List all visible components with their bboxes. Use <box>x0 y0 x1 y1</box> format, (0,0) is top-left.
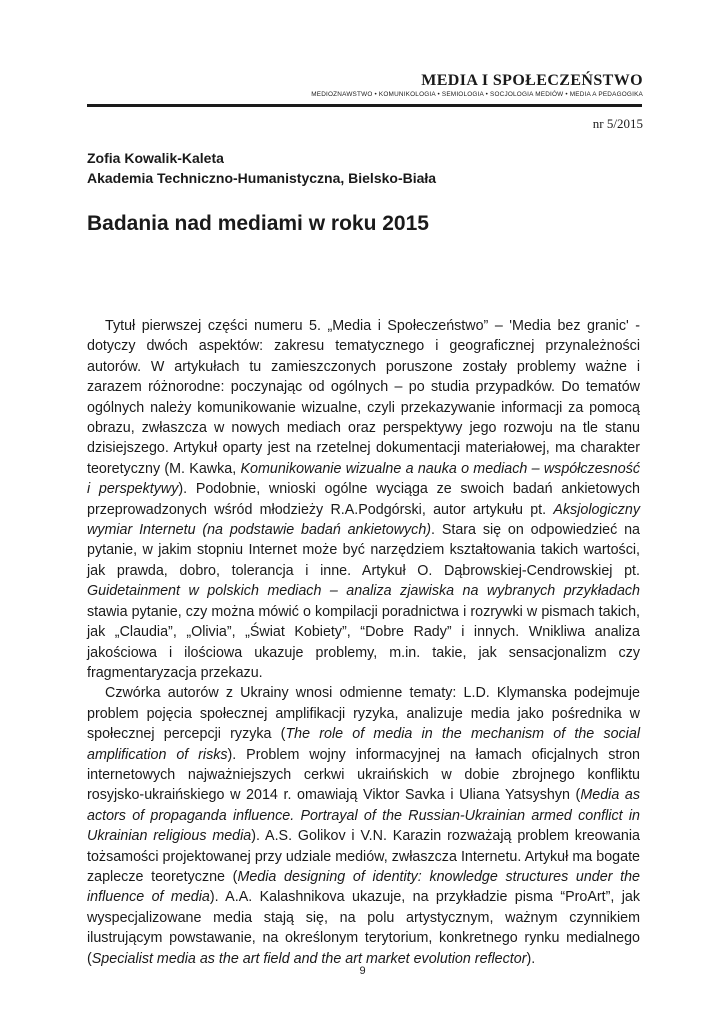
author-name: Zofia Kowalik-Kaleta <box>87 150 224 166</box>
author-affiliation: Akademia Techniczno-Humanistyczna, Bielsko-Biała <box>87 170 437 186</box>
cited-title: Aksjologiczny wymiar Internetu (na podstawie badań ankietowych) <box>87 501 640 539</box>
body-paragraph <box>87 683 640 969</box>
journal-header <box>228 72 643 99</box>
text-run: Tytuł pierwszej części numeru 5. „Media i Społeczeństwo” – 'Media bez granic' - dotyczy dwóch aspektów: zakresu tematycznego i geograficznej przynależności autorów. W artykułach tu zamieszczonych poruszone zostały problemy ważne i zarazem różnorodne: poczynając od ogólnych – po studia przypadków. Do tematów ogólnych należy komunikowanie wizualne, czyli przekazywanie informacji za pomocą obrazu, zwłaszcza w nowych mediach oraz perspektywy jego rozwoju na tle stanu dzisiejszego. Artykuł oparty jest na rzetelnej dokumentacji materiałowej, ma charakter teoretyczny (M. Kawka, <box>87 318 640 477</box>
page-number: 9 <box>359 965 366 977</box>
text-run: . Stara się on odpowiedzieć na pytanie, w jakim stopniu Internet może być narzędziem kształtowania takich wartości, jak prawda, dobro, tolerancja i inne. Artykuł O. Dąbrowskiej-Cendrowskiej pt. <box>87 522 640 579</box>
body-paragraph <box>87 316 640 683</box>
text-run: ). <box>526 950 536 967</box>
text-run: stawia pytanie, czy można mówić o kompilacji poradnictwa i rozrywki w pismach takich, jak „Claudia”, „Olivia”, „Świat Kobiety”, “Dobre Rady” i innych. Wnikliwa analiza jakościowa i ilościowa ukazuje problemy, m.in. takie, jak sensacjonalizm czy fragmentaryzacja przekazu. <box>87 603 640 681</box>
cited-title: Specialist media as the art field and the art market evolution reflector <box>91 950 527 967</box>
journal-title: MEDIA I SPOŁECZEŃSTWO <box>421 72 643 89</box>
cited-title: Komunikowanie wizualne a nauka o mediach – współczesność i perspektywy <box>87 460 640 498</box>
cited-title: Media as actors of propaganda influence. Portrayal of the Russian-Ukrainian armed conflict in Ukrainian religious media <box>87 787 640 845</box>
cited-title: Guidetainment w polskich mediach – analiza zjawiska na wybranych przykładach <box>87 583 640 600</box>
issue-number: nr 5/2015 <box>592 116 643 131</box>
text-run: ). A.A. Kalashnikova ukazuje, na przykładzie pisma “ProArt”, jak wyspecjalizowane media stają się, na polu artystycznym, ważnym czynnikiem ilustrującym powstawanie, na określonym terytorium, konkretnego rynku medialnego ( <box>87 889 640 967</box>
article-body <box>87 316 640 969</box>
article-title: Badania nad mediami w roku 2015 <box>87 212 429 235</box>
cited-title: Media designing of identity: knowledge structures under the influence of media <box>87 868 640 906</box>
journal-subtitle: MEDIOZNAWSTWO • KOMUNIKOLOGIA • SEMIOLOGIA • SOCJOLOGIA MEDIÓW • MEDIA A PEDAGOGIKA <box>311 91 643 98</box>
text-run: Czwórka autorów z Ukrainy wnosi odmienne tematy: L.D. Klymanska podejmuje problem pojęcia społecznej amplifikacji ryzyka, analizuje media jako pośrednika w społecznej percepcji ryzyka ( <box>87 685 640 743</box>
header-rule <box>87 104 642 107</box>
author-block <box>87 148 436 188</box>
text-run: ). A.S. Golikov i V.N. Karazin rozważają problem kreowania tożsamości projektowanej przy udziale mediów, zwłaszcza Internetu. Artykuł ma bogate zaplecze teoretyczne ( <box>87 828 640 885</box>
cited-title: The role of media in the mechanism of the social amplification of risks <box>87 726 640 763</box>
text-run: ). Problem wojny informacyjnej na łamach oficjalnych stron internetowych najważniejszych cerkwi ukraińskich w dobie zbrojnego konfliktu rosyjsko-ukraińskiego w 2014 r. omawiają Viktor Savka i Uliana Yatsyshyn ( <box>87 746 641 804</box>
text-run: ). Podobnie, wnioski ogólne wyciąga ze swoich badań ankietowych przeprowadzonych wśród młodzieży R.A.Podgórski, autor artykułu pt. <box>87 481 640 518</box>
